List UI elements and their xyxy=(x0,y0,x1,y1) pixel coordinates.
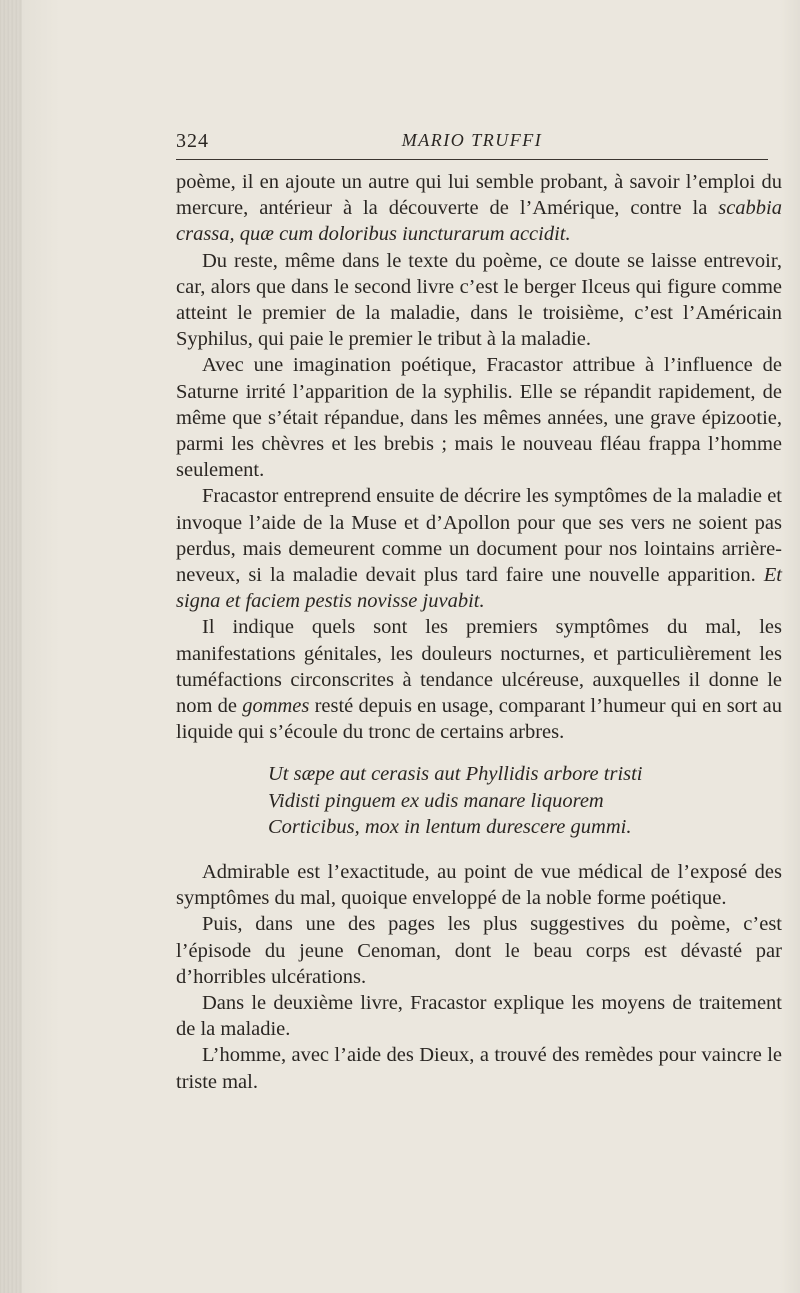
paragraph-p2 xyxy=(176,248,782,353)
text-run: L’homme, avec l’aide des Dieux, a trouvé des remèdes pour vaincre le triste mal. xyxy=(176,1044,782,1093)
verse-line: Corticibus, mox in lentum durescere gummi. xyxy=(268,816,632,839)
header-rule xyxy=(176,159,768,160)
text-run: Il indique quels sont les premiers symptômes du mal, les manifestations génitales, les douleurs nocturnes, et particulièrement les tuméfactions circonscrites à tendance ulcéreuse, auxquelles il donne le nom de xyxy=(176,616,782,718)
italic-run: scabbia crassa, quæ cum doloribus iuncturarum accidit. xyxy=(176,197,782,246)
paragraph-p7 xyxy=(176,911,782,990)
paragraph-p5 xyxy=(176,614,782,745)
paragraph-p8 xyxy=(176,990,782,1042)
paragraphs-before-verse xyxy=(176,169,782,745)
text-run: Du reste, même dans le texte du poème, ce doute se laisse entrevoir, car, alors que dans le second livre c’est le berger Ilceus qui figure comme atteint le premier de la maladie, dans le troisième, c’est l’Américain Syphilus, qui paie le premier le tribut à la maladie. xyxy=(176,249,782,351)
page-number: 324 xyxy=(176,130,209,152)
body-text xyxy=(176,169,782,1095)
paragraph-p9 xyxy=(176,1042,782,1094)
text-run: Admirable est l’exactitude, au point de vue médical de l’exposé des symptômes du mal, quoique enveloppé de la noble forme poétique. xyxy=(176,860,782,910)
paragraph-p1 xyxy=(176,169,782,248)
italic-run: gommes xyxy=(242,695,310,718)
verse-line: Ut sæpe aut cerasis aut Phyllidis arbore tristi xyxy=(268,763,643,786)
page-header xyxy=(176,126,768,156)
text-run: Puis, dans une des pages les plus suggestives du poème, c’est l’épisode du jeune Cenoman, dont le beau corps est dévasté par d’horribles ulcérations. xyxy=(176,913,782,988)
paragraph-p4 xyxy=(176,483,782,614)
text-run: poème, il en ajoute un autre qui lui semble probant, à savoir l’emploi du mercure, antérieur à la découverte de l’Amérique, contre la xyxy=(176,171,782,220)
text-run: Fracastor entreprend ensuite de décrire les symptômes de la maladie et invoque l’aide de la Muse et d’Apollon pour que ses vers ne soient pas perdus, mais demeurent comme un document pour nos lointains arrière-neveux, si la maladie devait plus tard faire une nouvelle apparition. xyxy=(176,485,782,587)
verse-line: Vidisti pinguem ex udis manare liquorem xyxy=(268,789,604,812)
running-title: MARIO TRUFFI xyxy=(401,130,543,150)
text-run: Avec une imagination poétique, Fracastor attribue à l’influence de Saturne irrité l’apparition de la syphilis. Elle se répandit rapidement, de même que s’était répandue, dans les mêmes années, une grave épizootie, parmi les chèvres et les brebis ; mais le nouveau fléau frappa l’homme seulement. xyxy=(176,354,782,482)
paragraph-p6 xyxy=(176,859,782,911)
page-edge xyxy=(0,0,22,1293)
verse-quotation xyxy=(268,761,782,841)
text-run: resté depuis en usage, comparant l’humeur qui en sort au liquide qui s’écoule du tronc de certains arbres. xyxy=(176,695,782,744)
paragraph-p3 xyxy=(176,352,782,483)
italic-run: Et signa et faciem pestis novisse juvabit. xyxy=(176,564,782,613)
paragraphs-after-verse xyxy=(176,859,782,1095)
text-run: Dans le deuxième livre, Fracastor explique les moyens de traitement de la maladie. xyxy=(176,991,782,1041)
